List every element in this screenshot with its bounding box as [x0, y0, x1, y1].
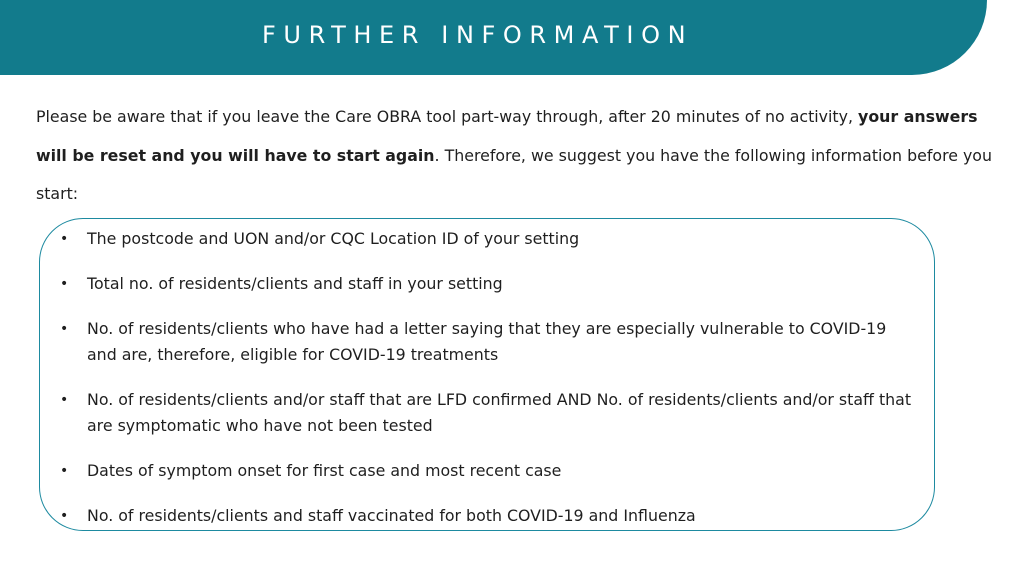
bullet-icon: • [60, 276, 69, 292]
page-title: FURTHER INFORMATION [262, 21, 694, 49]
list-item-text: No. of residents/clients and staff vaccinated for both COVID-19 and Influenza [87, 506, 696, 525]
bullet-icon: • [60, 463, 69, 479]
list-item [60, 316, 920, 368]
bullet-icon: • [60, 508, 69, 524]
list-item-text: No. of residents/clients and/or staff that are LFD confirmed AND No. of residents/clients and/or staff that are symptomatic who have not been tested [87, 390, 912, 435]
list-item [60, 503, 920, 529]
intro-text-end: . Therefore, we suggest you have the following information before you start: [36, 145, 992, 203]
list-item [60, 387, 920, 439]
intro-paragraph [36, 98, 996, 214]
bullet-icon: • [60, 321, 69, 337]
list-item [60, 226, 920, 252]
bullet-icon: • [60, 392, 69, 408]
list-item-text: The postcode and UON and/or CQC Location ID of your setting [87, 229, 580, 248]
list-item-text: Total no. of residents/clients and staff in your setting [87, 274, 503, 293]
list-item-text: Dates of symptom onset for first case and most recent case [87, 461, 562, 480]
list-item [60, 458, 920, 484]
info-list [60, 226, 920, 548]
intro-warning-bold: your answers will be reset and you will have to start again [36, 107, 978, 165]
list-item-text: No. of residents/clients who have had a letter saying that they are especially vulnerable to COVID-19 and are, therefore, eligible for COVID-19 treatments [87, 319, 887, 364]
bullet-icon: • [60, 231, 69, 247]
list-item [60, 271, 920, 297]
intro-text-start: Please be aware that if you leave the Care OBRA tool part-way through, after 20 minutes of no activity, [36, 107, 859, 126]
